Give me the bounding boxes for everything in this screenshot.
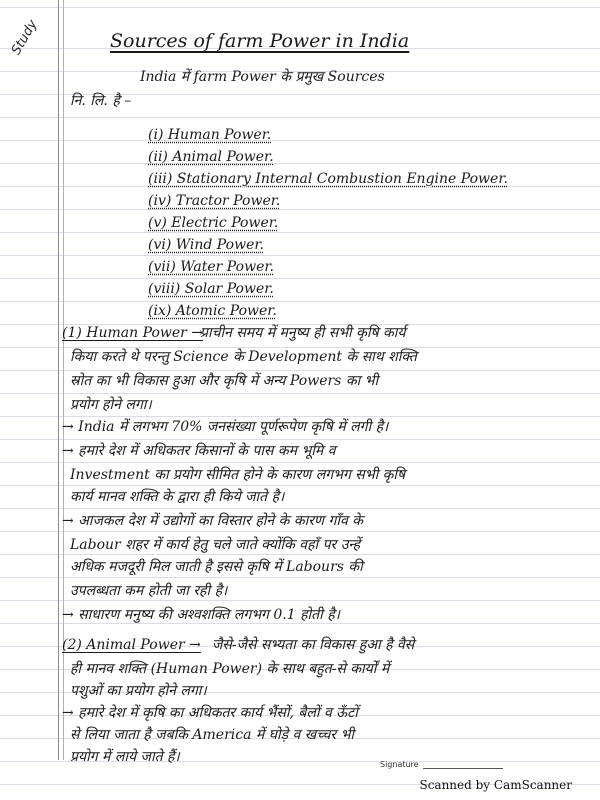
source-item-animal: (ii) Animal Power. — [148, 149, 274, 165]
source-item-water: (vii) Water Power. — [148, 259, 274, 275]
source-item-electric: (v) Electric Power. — [148, 215, 279, 231]
human-power-line: अधिक मजदूरी मिल जाती है इससे कृषि में Labours की — [70, 559, 363, 575]
human-power-line: → आजकल देश में उद्योगों का विस्तार होने के कारण गाँव के — [62, 513, 363, 529]
corner-note: Study — [8, 17, 41, 58]
signature-field — [380, 760, 503, 769]
human-power-line: प्रयोग होने लगा। — [70, 397, 152, 413]
source-item-tractor: (iv) Tractor Power. — [148, 193, 281, 209]
signature-line — [423, 768, 503, 769]
human-power-line: → साधारण मनुष्य की अश्वशक्ति लगभग 0.1 होती है। — [62, 607, 340, 623]
human-power-line: Investment का प्रयोग सीमित होने के कारण लगभग सभी कृषि — [70, 467, 406, 483]
animal-power-line: से लिया जाता है जबकि America में घोड़े व खच्चर भी — [70, 727, 355, 743]
human-power-line: कार्य मानव शक्ति के द्वारा ही किये जाते है। — [70, 489, 285, 505]
animal-power-line: पशुओं का प्रयोग होने लगा। — [70, 683, 207, 699]
intro-line-1: India में farm Power के प्रमुख Sources — [140, 69, 385, 85]
source-item-wind: (vi) Wind Power. — [148, 237, 264, 253]
source-item-solar: (viii) Solar Power. — [148, 281, 274, 297]
intro-line-2: नि. लि. है – — [70, 93, 132, 109]
section-heading-human-power: (1) Human Power → — [62, 325, 204, 341]
animal-power-line: जैसे-जैसे सभ्यता का विकास हुआ है वैसे — [212, 637, 415, 653]
page-title: Sources of farm Power in India — [110, 30, 410, 52]
margin-line — [58, 0, 59, 760]
animal-power-line: प्रयोग में लाये जाते हैं। — [70, 749, 180, 765]
human-power-line: → हमारे देश में अधिकतर किसानों के पास कम भूमि व — [62, 443, 336, 459]
source-item-atomic: (ix) Atomic Power. — [148, 303, 277, 319]
signature-label: Signature — [380, 760, 419, 769]
human-power-line: → India में लगभग 70% जनसंख्या पूर्णरूपेण कृषि में लगी है। — [62, 419, 389, 435]
section-heading-animal-power: (2) Animal Power → — [62, 637, 201, 653]
source-item-human: (i) Human Power. — [148, 127, 272, 143]
human-power-line: Labour शहर में कार्य हेतु चले जाते क्योंकि वहाँ पर उन्हें — [70, 537, 361, 553]
human-power-line: किया करते थे परन्तु Science के Development के साथ शक्ति — [70, 349, 417, 365]
source-item-engine: (iii) Stationary Internal Combustion Engine Power. — [148, 171, 508, 187]
animal-power-line: ही मानव शक्ति (Human Power) के साथ बहुत-से कार्यों में — [70, 661, 390, 677]
scanner-watermark: Scanned by CamScanner — [419, 778, 572, 792]
human-power-line: उपलब्धता कम होती जा रही है। — [70, 583, 228, 599]
animal-power-line: → हमारे देश में कृषि का अधिकतर कार्य भैंसों, बैलों व ऊँटों — [62, 705, 358, 721]
human-power-line: स्रोत का भी विकास हुआ और कृषि में अन्य Powers का भी — [70, 373, 379, 389]
human-power-line: प्राचीन समय में मनुष्य ही सभी कृषि कार्य — [200, 325, 406, 341]
